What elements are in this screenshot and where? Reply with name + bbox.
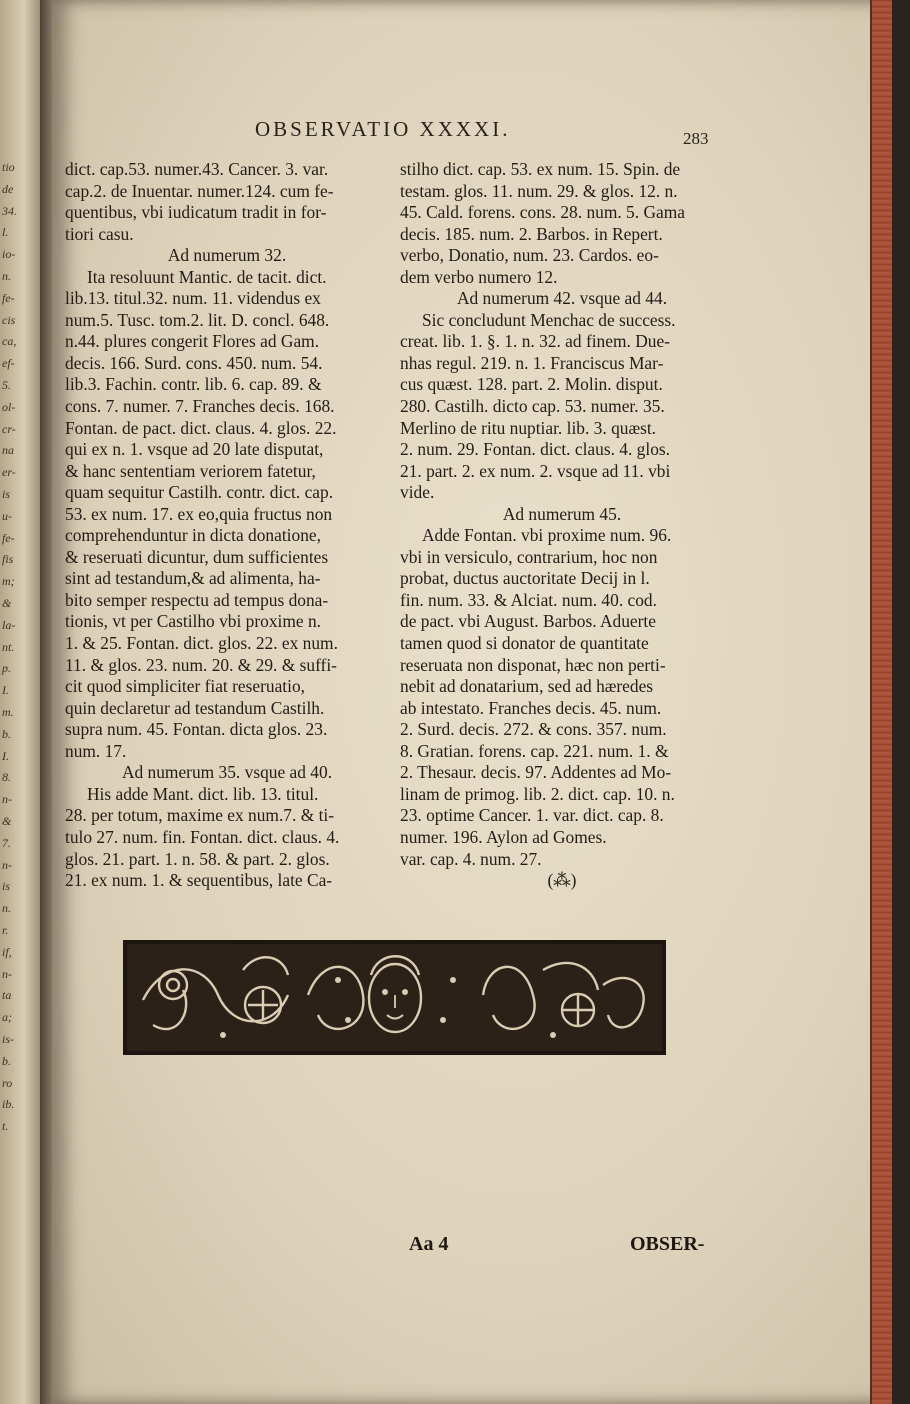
text-line: & hanc sententiam veriorem fatetur, <box>65 460 316 481</box>
text-line: Ad numerum 42. vsque ad 44. <box>456 288 668 309</box>
text-line: 11. & glos. 23. num. 20. & 29. & suffi- <box>65 654 337 675</box>
text-line: Ad numerum 35. vsque ad 40. <box>121 762 333 783</box>
margin-fragment: ol- <box>2 399 16 414</box>
text-line: reseruata non disponat, hæc non perti- <box>400 654 666 675</box>
margin-fragment: & <box>2 596 12 610</box>
margin-fragment: t. <box>2 1119 9 1134</box>
text-line: Sic concludunt Menchac de success. <box>422 309 676 330</box>
text-line: probat, ductus auctoritate Decij in l. <box>400 568 650 589</box>
margin-fragment: la- <box>2 617 16 632</box>
text-line: 2. Surd. decis. 272. & cons. 357. num. <box>400 719 667 740</box>
facing-page-edge <box>0 0 44 1404</box>
margin-fragment: cis <box>2 312 16 327</box>
text-line: Ad numerum 32. <box>167 245 287 266</box>
text-line: 8. Gratian. forens. cap. 221. num. 1. & <box>400 740 669 761</box>
signature-mark: Aa 4 <box>409 1233 449 1255</box>
margin-fragment: n- <box>2 966 12 981</box>
margin-fragment: nt. <box>2 639 15 654</box>
text-line: quentibus, vbi iudicatum tradit in for- <box>65 202 327 223</box>
margin-fragment: l. <box>2 225 9 240</box>
text-line: bito semper respectu ad tempus dona- <box>65 589 329 610</box>
margin-fragment: n. <box>2 269 11 283</box>
text-line: de pact. vbi August. Barbos. Aduerte <box>400 611 656 632</box>
margin-fragment: na <box>2 443 14 458</box>
left-text-column <box>65 159 389 892</box>
text-line: 280. Castilh. dicto cap. 53. numer. 35. <box>400 396 665 417</box>
text-line: decis. 185. num. 2. Barbos. in Repert. <box>400 223 663 244</box>
margin-fragment: io- <box>2 247 16 262</box>
text-line: linam de primog. lib. 2. dict. cap. 10. n. <box>400 783 675 804</box>
text-line: (⁂) <box>547 870 577 891</box>
text-line: 23. optime Cancer. 1. var. dict. cap. 8. <box>400 805 664 826</box>
text-line: 45. Cald. forens. cons. 28. num. 5. Gama <box>400 202 685 223</box>
text-line: testam. glos. 11. num. 29. & glos. 12. n. <box>400 180 678 201</box>
text-line: & reseruati dicuntur, dum sufficientes <box>65 546 329 567</box>
text-line: lib.3. Fachin. contr. lib. 6. cap. 89. & <box>65 374 322 395</box>
text-line: 1. & 25. Fontan. dict. glos. 22. ex num. <box>65 633 338 654</box>
text-line: glos. 21. part. 1. n. 58. & part. 2. glos. <box>65 848 330 869</box>
text-line: ab intestato. Franches decis. 45. num. <box>400 697 662 718</box>
text-line: dict. cap.53. numer.43. Cancer. 3. var. <box>65 159 329 179</box>
margin-fragment: fis <box>2 552 14 567</box>
margin-fragment: b. <box>2 726 11 741</box>
text-line: quin declaretur ad testandum Castilh. <box>65 697 325 718</box>
text-line: num.5. Tusc. tom.2. lit. D. concl. 648. <box>65 309 330 330</box>
woodcut-ornament <box>123 940 666 1055</box>
text-line: decis. 166. Surd. cons. 450. num. 54. <box>65 352 323 373</box>
margin-fragment: de <box>2 181 14 196</box>
margin-fragment: u- <box>2 508 12 523</box>
text-line: 53. ex num. 17. ex eo,quia fructus non <box>65 503 333 524</box>
margin-fragment: m. <box>2 705 14 719</box>
text-line: num. 17. <box>65 740 127 761</box>
margin-fragment: & <box>2 814 12 828</box>
margin-fragment: 8. <box>2 770 11 785</box>
text-line: n.44. plures congerit Flores ad Gam. <box>65 331 320 352</box>
margin-fragment: is <box>2 879 11 894</box>
margin-fragment: n- <box>2 792 12 807</box>
text-line: nebit ad donatarium, sed ad hæredes <box>400 676 654 697</box>
margin-fragment: fe- <box>2 530 15 545</box>
text-line: sint ad testandum,& ad alimenta, ha- <box>65 568 321 589</box>
text-line: cap.2. de Inuentar. numer.124. cum fe- <box>65 180 334 201</box>
text-line: numer. 196. Aylon ad Gomes. <box>400 826 607 847</box>
margin-fragment: ta <box>2 988 12 1003</box>
red-fore-edge <box>870 0 892 1404</box>
text-line: supra num. 45. Fontan. dicta glos. 23. <box>65 719 328 740</box>
margin-fragment: a; <box>2 1010 12 1025</box>
margin-fragment: p. <box>2 661 11 676</box>
text-line: 28. per totum, maxime ex num.7. & ti- <box>65 805 335 826</box>
margin-fragment: 7. <box>2 835 11 850</box>
text-line: Ad numerum 45. <box>502 503 622 524</box>
text-line: Adde Fontan. vbi proxime num. 96. <box>422 525 672 546</box>
margin-fragment: 5. <box>2 378 11 392</box>
text-line: creat. lib. 1. §. 1. n. 32. ad finem. Due- <box>400 331 670 352</box>
text-line: 21. ex num. 1. & sequentibus, late Ca- <box>65 870 333 891</box>
text-line: vide. <box>400 482 435 503</box>
text-line: tamen quod si donator de quantitate <box>400 633 649 654</box>
margin-fragment: er- <box>2 465 16 480</box>
text-line: cit quod simpliciter fiat reseruatio, <box>65 676 306 697</box>
margin-fragment: tio <box>2 160 15 174</box>
margin-fragment: n- <box>2 857 12 872</box>
text-line: tiori casu. <box>65 223 134 244</box>
text-line: qui ex n. 1. vsque ad 20 late disputat, <box>65 439 324 460</box>
margin-fragment: I. <box>2 748 9 763</box>
margin-fragment: r. <box>2 923 9 937</box>
catchword: OBSER- <box>630 1233 705 1255</box>
margin-fragment: I. <box>2 683 9 698</box>
text-line: Fontan. de pact. dict. claus. 4. glos. 22. <box>65 417 337 438</box>
margin-fragment: n. <box>2 901 11 916</box>
margin-fragment: ro <box>2 1075 13 1090</box>
text-line: tulo 27. num. fin. Fontan. dict. claus. 4. <box>65 826 340 847</box>
right-text-column <box>400 159 724 892</box>
text-line: cons. 7. numer. 7. Franches decis. 168. <box>65 396 335 417</box>
margin-fragment: if, <box>2 944 12 959</box>
margin-fragment: m; <box>2 574 15 589</box>
running-head: OBSERVATIO XXXXI. <box>255 117 511 141</box>
text-line: 21. part. 2. ex num. 2. vsque ad 11. vbi <box>400 460 671 481</box>
text-line: var. cap. 4. num. 27. <box>400 848 542 869</box>
text-line: stilho dict. cap. 53. ex num. 15. Spin. de <box>400 159 681 179</box>
text-line: Merlino de ritu nuptiar. lib. 3. quæst. <box>400 417 657 438</box>
text-line: quam sequitur Castilh. contr. dict. cap. <box>65 482 334 503</box>
margin-fragment: is <box>2 487 11 501</box>
margin-fragment: is- <box>2 1032 14 1046</box>
margin-fragment: cr- <box>2 421 16 436</box>
margin-fragment: 34. <box>2 203 17 218</box>
margin-fragment: b. <box>2 1053 11 1068</box>
text-line: 2. Thesaur. decis. 97. Addentes ad Mo- <box>400 762 672 783</box>
text-line: nhas regul. 219. n. 1. Franciscus Mar- <box>400 352 664 373</box>
text-line: tionis, vt per Castilho vbi proxime n. <box>65 611 322 632</box>
text-line: 2. num. 29. Fontan. dict. claus. 4. glos. <box>400 439 671 460</box>
text-line: lib.13. titul.32. num. 11. videndus ex <box>65 288 321 309</box>
text-line: fin. num. 33. & Alciat. num. 40. cod. <box>400 589 657 610</box>
text-line: cus quæst. 128. part. 2. Molin. disput. <box>400 374 663 395</box>
margin-fragment: ib. <box>2 1097 15 1112</box>
text-line: Ita resoluunt Mantic. de tacit. dict. <box>87 266 327 287</box>
margin-fragment: fe- <box>2 290 15 305</box>
page-number: 283 <box>683 129 709 148</box>
text-line: comprehenduntur in dicta donatione, <box>65 525 321 546</box>
margin-fragment: ef- <box>2 356 15 371</box>
margin-fragment: ca, <box>2 334 17 349</box>
text-line: verbo, Donatio, num. 23. Cardos. eo- <box>400 245 659 266</box>
text-line: vbi in versiculo, contrarium, hoc non <box>400 546 658 567</box>
text-line: dem verbo numero 12. <box>400 266 558 287</box>
text-line: His adde Mant. dict. lib. 13. titul. <box>87 783 319 804</box>
